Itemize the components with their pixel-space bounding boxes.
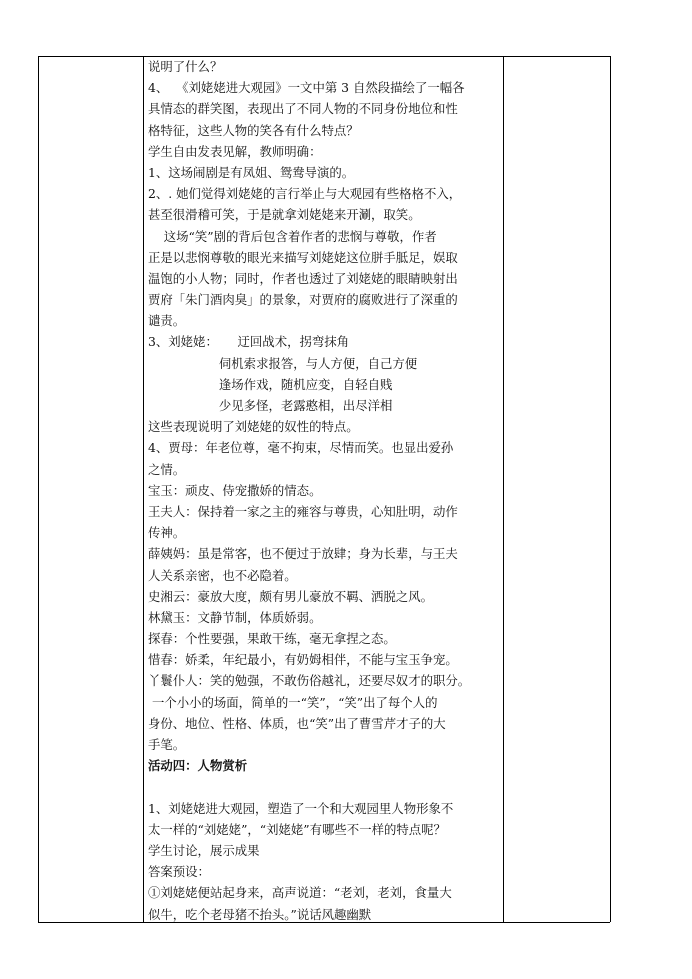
table-column-divider-2	[503, 56, 504, 922]
text-line: 甚至很滑稽可笑，于是就拿刘姥姥来开涮，取笑。	[148, 207, 421, 223]
table-right-border	[610, 56, 611, 922]
text-line: 1、刘姥姥进大观园，塑造了一个和大观园里人物形象不	[148, 800, 454, 816]
section-heading: 活动四：人物赏析	[148, 758, 248, 774]
text-line: 人关系亲密，也不必隐着。	[148, 567, 297, 583]
text-line: 这场“笑”剧的背后包含着作者的悲悯与尊敬，作者	[148, 228, 437, 244]
text-line: 伺机索求报答，与人方便，自己方便	[148, 355, 418, 371]
text-line: 温饱的小人物；同时，作者也透过了刘姥姥的眼睛映射出	[148, 270, 458, 286]
text-line: 传神。	[148, 525, 186, 541]
text-line: 2、. 她们觉得刘姥姥的言行举止与大观园有些格格不入，	[148, 186, 462, 202]
lesson-content-cell	[148, 56, 498, 925]
text-line: 丫鬟仆人：笑的勉强，不敢伤俗越礼，还要尽奴才的职分。	[148, 673, 471, 689]
text-line: 王夫人：保持着一家之主的雍容与尊贵，心知肚明，动作	[148, 503, 458, 519]
text-line: 身份、地位、性格、体质，也“笑”出了曹雪芹才子的大	[148, 715, 446, 731]
text-line: 惜春：娇柔，年纪最小，有奶姆相伴，不能与宝玉争宠。	[148, 652, 458, 668]
text-line: 正是以悲悯尊敬的眼光来描写刘姥姥这位胼手胝足，娱取	[148, 249, 458, 265]
text-line: 谴责。	[148, 313, 186, 329]
text-line: 学生自由发表见解，教师明确：	[148, 143, 322, 159]
text-line: 格特征，这些人物的笑各有什么特点？	[148, 122, 359, 138]
text-line: 4、 《刘姥姥进大观园》一文中第 3 自然段描绘了一幅各	[148, 80, 465, 96]
text-line: 史湘云：豪放大度，颇有男儿豪放不羁、洒脱之风。	[148, 588, 433, 604]
text-line: 学生讨论，展示成果	[148, 842, 260, 858]
text-line: 4、贾母：年老位尊，毫不拘束，尽情而笑。也显出爱孙	[148, 440, 454, 456]
table-column-divider-1	[143, 56, 144, 922]
text-line: 手笔。	[148, 737, 186, 752]
text-line: 宝玉：顽皮、侍宠撒娇的情态。	[148, 482, 322, 498]
text-line: ①刘姥姥便站起身来，高声说道：“老刘，老刘，食量大	[148, 885, 452, 901]
text-line: 1、这场闹剧是有凤姐、鸳鸯导演的。	[148, 164, 355, 180]
text-line: 3、刘姥姥： 迂回战术，拐弯抹角	[148, 334, 350, 350]
text-line: 这些表现说明了刘姥姥的奴性的特点。	[148, 419, 359, 435]
text-line: 薛姨妈：虽是常客，也不便过于放肆；身为长辈，与王夫	[148, 546, 458, 562]
text-line	[148, 776, 498, 797]
text-line: 答案预设：	[148, 864, 210, 880]
text-line: 之情。	[148, 461, 186, 477]
text-line: 说明了什么？	[148, 59, 223, 74]
text-line: 少见多怪，老露憨相，出尽洋相	[148, 398, 393, 413]
text-line: 贾府「朱门酒肉臭」的景象，对贾府的腐败进行了深重的	[148, 292, 458, 308]
text-line: 一个小小的场面，简单的一“笑”，“笑”出了每个人的	[148, 694, 438, 710]
table-left-border	[38, 56, 39, 922]
text-line: 逢场作戏，随机应变，自轻自贱	[148, 376, 393, 392]
text-line: 具情态的群笑图，表现出了不同人物的不同身份地位和性	[148, 101, 458, 117]
text-line: 似牛，吃个老母猪不抬头。”说话风趣幽默	[148, 906, 372, 922]
text-line: 太一样的“刘姥姥”，“刘姥姥”有哪些不一样的特点呢？	[148, 821, 446, 837]
text-line: 林黛玉：文静节制，体质娇弱。	[148, 609, 322, 625]
text-line: 探春：个性要强，果敢干练，毫无拿捏之态。	[148, 631, 396, 647]
